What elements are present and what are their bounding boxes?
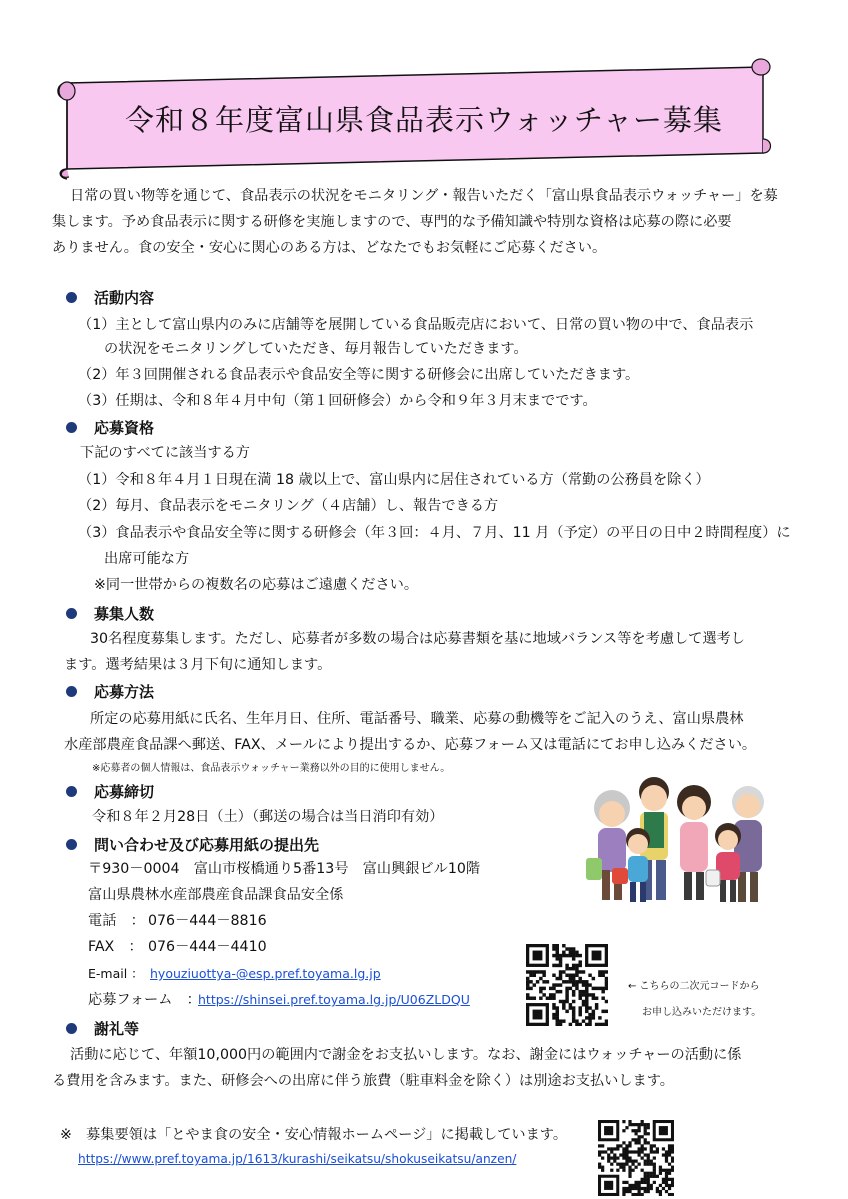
qualification-heading: 応募資格 [94,419,155,437]
bullet-icon [66,422,77,433]
family-illustration [582,774,778,914]
method-line-1: 所定の応募用紙に氏名、生年月日、住所、電話番号、職業、応募の動機等をご記入のうえ、富山県農林 [90,711,744,727]
activity-heading: 活動内容 [94,289,155,307]
recruitment-heading: 募集人数 [94,605,155,623]
intro-line-3: ありません。食の安全・安心に関心のある方は、どなたでもお気軽にご応募ください。 [52,240,607,256]
qualification-line-4: （3）食品表示や食品安全等に関する研修会（年３回：４月、７月、11 月（予定）の平日の日中２時間程度）に [78,525,791,541]
contact-office: 富山県農林水産部農産食品課食品安全係 [88,887,344,903]
method-heading: 応募方法 [94,683,155,701]
form-link[interactable]: https://shinsei.pref.toyama.lg.jp/U06ZLDQU [198,992,470,1007]
homepage-qr-code[interactable] [598,1120,674,1196]
fax-number: 076－444－4410 [148,939,267,955]
qualification-line-5: 出席可能な方 [104,551,190,567]
bullet-icon [66,292,77,303]
bullet-icon [66,686,77,697]
qualification-note: ※同一世帯からの複数名の応募はご遠慮ください。 [94,577,419,593]
contact-address: 〒930－0004 富山市桜橋通り5番13号 富山興銀ビル10階 [88,861,481,877]
tel-number: 076－444－8816 [148,913,267,929]
activity-line-2: の状況をモニタリングしていただき、毎月報告していただきます。 [104,341,528,357]
recruitment-line-2: ます。選考結果は３月下旬に通知します。 [64,657,332,673]
privacy-note: ※応募者の個人情報は、食品表示ウォッチャー業務以外の目的に使用しません。 [92,763,451,774]
qualification-line-2: （1）令和８年４月１日現在満 18 歳以上で、富山県内に居住されている方（常勤の公務員を除く） [78,472,710,488]
footer-note: ※ 募集要領は「とやま食の安全・安心情報ホームページ」に掲載しています。 [60,1127,568,1143]
tel-label: 電話 ： [88,913,145,929]
activity-line-1: （1）主として富山県内のみに店舗等を展開している食品販売店において、日常の買い物の中で、食品表示 [78,317,754,333]
qualification-line-1: 下記のすべてに該当する方 [80,445,250,461]
deadline-heading: 応募締切 [94,783,155,801]
intro-line-2: 集します。予め食品表示に関する研修を実施しますので、専門的な予備知識や特別な資格は応募の際に必要 [52,214,732,230]
qr-note-2: お申し込みいただけます。 [642,1007,762,1018]
page-title: 令和８年度富山県食品表示ウォッチャー募集 [125,103,723,137]
activity-line-4: （3）任期は、令和８年４月中旬（第１回研修会）から令和９年３月末までです。 [78,393,597,409]
form-label: 応募フォーム ： [88,992,201,1008]
intro-line-1: 日常の買い物等を通じて、食品表示の状況をモニタリング・報告いただく「富山県食品表示ウォッチャー」を募 [70,188,778,204]
fax-label: FAX ： [88,939,143,955]
deadline-line: 令和８年２月28日（土）（郵送の場合は当日消印有効） [92,809,444,825]
bullet-icon [66,1023,77,1034]
reward-heading: 謝礼等 [94,1020,140,1038]
email-link[interactable]: hyouziuottya-@esp.pref.toyama.lg.jp [150,966,381,981]
reward-line-1: 活動に応じて、年額10,000円の範囲内で謝金をお支払いします。なお、謝金にはウォッチャーの活動に係 [70,1047,742,1063]
qualification-line-3: （2）毎月、食品表示をモニタリング（４店舗）し、報告できる方 [78,498,499,514]
footer-url-link[interactable]: https://www.pref.toyama.jp/1613/kurashi/seikatsu/shokuseikatsu/anzen/ [78,1152,517,1166]
email-label: E-mail ： [88,966,144,981]
reward-line-2: る費用を含みます。また、研修会への出席に伴う旅費（駐車料金を除く）は別途お支払いします。 [52,1073,674,1089]
bullet-icon [66,839,77,850]
bullet-icon [66,786,77,797]
activity-line-3: （2）年３回開催される食品表示や食品安全等に関する研修会に出席していただきます。 [78,367,640,383]
recruitment-line-1: 30名程度募集します。ただし、応募者が多数の場合は応募書類を基に地域バランス等を考慮して選考し [90,631,745,647]
method-line-2: 水産部農産食品課へ郵送、FAX、メールにより提出するか、応募フォーム又は電話にてお申し込みください。 [64,737,757,753]
bullet-icon [66,608,77,619]
contact-heading: 問い合わせ及び応募用紙の提出先 [94,836,320,854]
application-qr-code[interactable] [526,944,608,1026]
qr-note-1: ← こちらの二次元コードから [628,981,760,992]
